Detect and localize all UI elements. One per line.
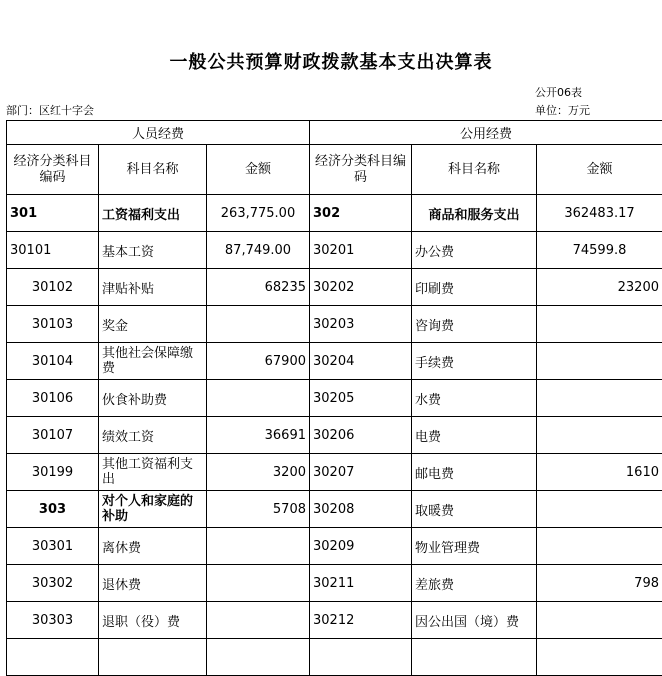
left-code-cell: 30199: [7, 454, 99, 491]
right-code-cell: 30206: [310, 417, 412, 454]
left-name-cell: 伙食补助费: [99, 380, 207, 417]
table-row: [7, 491, 662, 528]
table-row: [7, 417, 662, 454]
left-amount-cell: 87,749.00: [207, 232, 310, 269]
left-code-cell: 30104: [7, 343, 99, 380]
table-row: [7, 343, 662, 380]
form-number: 公开06表: [535, 84, 582, 100]
right-name-cell: [412, 639, 537, 676]
right-name-cell: 电费: [412, 417, 537, 454]
left-code-cell: 30302: [7, 565, 99, 602]
left-name-cell: 绩效工资: [99, 417, 207, 454]
right-name-cell: 邮电费: [412, 454, 537, 491]
left-code-cell: 30107: [7, 417, 99, 454]
left-name-cell: 其他工资福利支出: [99, 454, 207, 491]
table-row: [7, 195, 662, 232]
expenditure-table: [6, 120, 662, 676]
left-name-cell: 其他社会保障缴费: [99, 343, 207, 380]
right-name-cell: 印刷费: [412, 269, 537, 306]
table-row: [7, 306, 662, 343]
right-amount-cell: 1610: [537, 454, 662, 491]
table-row: [7, 639, 662, 676]
left-amount-cell: [207, 528, 310, 565]
right-amount-cell: [537, 639, 662, 676]
department-label: 部门：区红十字会: [6, 102, 94, 118]
right-code-cell: [310, 639, 412, 676]
right-code-cell: 30208: [310, 491, 412, 528]
right-amount-cell: 798: [537, 565, 662, 602]
table-row: [7, 565, 662, 602]
left-code-cell: 301: [7, 195, 99, 232]
left-amount-cell: 5708: [207, 491, 310, 528]
left-amount-cell: 67900: [207, 343, 310, 380]
left-amount-cell: [207, 639, 310, 676]
left-code-cell: 30106: [7, 380, 99, 417]
left-code-cell: 30303: [7, 602, 99, 639]
left-amount-header: 金额: [207, 145, 310, 195]
left-code-cell: 30102: [7, 269, 99, 306]
table-row: [7, 602, 662, 639]
left-name-cell: 离休费: [99, 528, 207, 565]
right-name-cell: 办公费: [412, 232, 537, 269]
right-code-cell: 30211: [310, 565, 412, 602]
left-code-cell: [7, 639, 99, 676]
right-name-header: 科目名称: [412, 145, 537, 195]
left-name-cell: [99, 639, 207, 676]
left-amount-cell: 3200: [207, 454, 310, 491]
column-header-row: [7, 145, 662, 195]
personnel-group-header: 人员经费: [7, 121, 310, 145]
left-name-cell: 对个人和家庭的补助: [99, 491, 207, 528]
left-name-cell: 奖金: [99, 306, 207, 343]
right-name-cell: 商品和服务支出: [412, 195, 537, 232]
left-amount-cell: [207, 306, 310, 343]
right-amount-cell: [537, 306, 662, 343]
right-code-cell: 302: [310, 195, 412, 232]
right-code-cell: 30204: [310, 343, 412, 380]
left-name-cell: 退休费: [99, 565, 207, 602]
left-name-cell: 工资福利支出: [99, 195, 207, 232]
right-code-cell: 30207: [310, 454, 412, 491]
right-code-cell: 30205: [310, 380, 412, 417]
right-code-cell: 30203: [310, 306, 412, 343]
right-amount-cell: [537, 602, 662, 639]
right-amount-cell: [537, 417, 662, 454]
unit-label: 单位：万元: [535, 102, 590, 118]
left-amount-cell: 36691: [207, 417, 310, 454]
left-name-cell: 津贴补贴: [99, 269, 207, 306]
left-code-cell: 30101: [7, 232, 99, 269]
table-row: [7, 269, 662, 306]
right-name-cell: 水费: [412, 380, 537, 417]
right-amount-cell: 362483.17: [537, 195, 662, 232]
right-code-cell: 30209: [310, 528, 412, 565]
left-name-cell: 基本工资: [99, 232, 207, 269]
right-name-cell: 物业管理费: [412, 528, 537, 565]
public-group-header: 公用经费: [310, 121, 662, 145]
left-amount-cell: 263,775.00: [207, 195, 310, 232]
right-code-header: 经济分类科目编码: [310, 145, 412, 195]
left-amount-cell: [207, 565, 310, 602]
right-code-cell: 30202: [310, 269, 412, 306]
right-amount-header: 金额: [537, 145, 662, 195]
right-amount-cell: [537, 528, 662, 565]
right-amount-cell: [537, 380, 662, 417]
right-code-cell: 30212: [310, 602, 412, 639]
right-amount-cell: [537, 491, 662, 528]
group-header-row: [7, 121, 662, 145]
right-name-cell: 因公出国（境）费: [412, 602, 537, 639]
left-name-header: 科目名称: [99, 145, 207, 195]
left-code-cell: 30103: [7, 306, 99, 343]
right-amount-cell: [537, 343, 662, 380]
table-row: [7, 528, 662, 565]
right-amount-cell: 74599.8: [537, 232, 662, 269]
right-amount-cell: 23200: [537, 269, 662, 306]
right-name-cell: 手续费: [412, 343, 537, 380]
left-code-header: 经济分类科目编码: [7, 145, 99, 195]
right-code-cell: 30201: [310, 232, 412, 269]
right-name-cell: 差旅费: [412, 565, 537, 602]
left-amount-cell: 68235: [207, 269, 310, 306]
left-code-cell: 303: [7, 491, 99, 528]
left-amount-cell: [207, 602, 310, 639]
table-row: [7, 454, 662, 491]
left-code-cell: 30301: [7, 528, 99, 565]
left-name-cell: 退职（役）费: [99, 602, 207, 639]
left-amount-cell: [207, 380, 310, 417]
right-name-cell: 咨询费: [412, 306, 537, 343]
page-title: 一般公共预算财政拨款基本支出决算表: [0, 48, 662, 74]
table-row: [7, 380, 662, 417]
table-row: [7, 232, 662, 269]
right-name-cell: 取暖费: [412, 491, 537, 528]
